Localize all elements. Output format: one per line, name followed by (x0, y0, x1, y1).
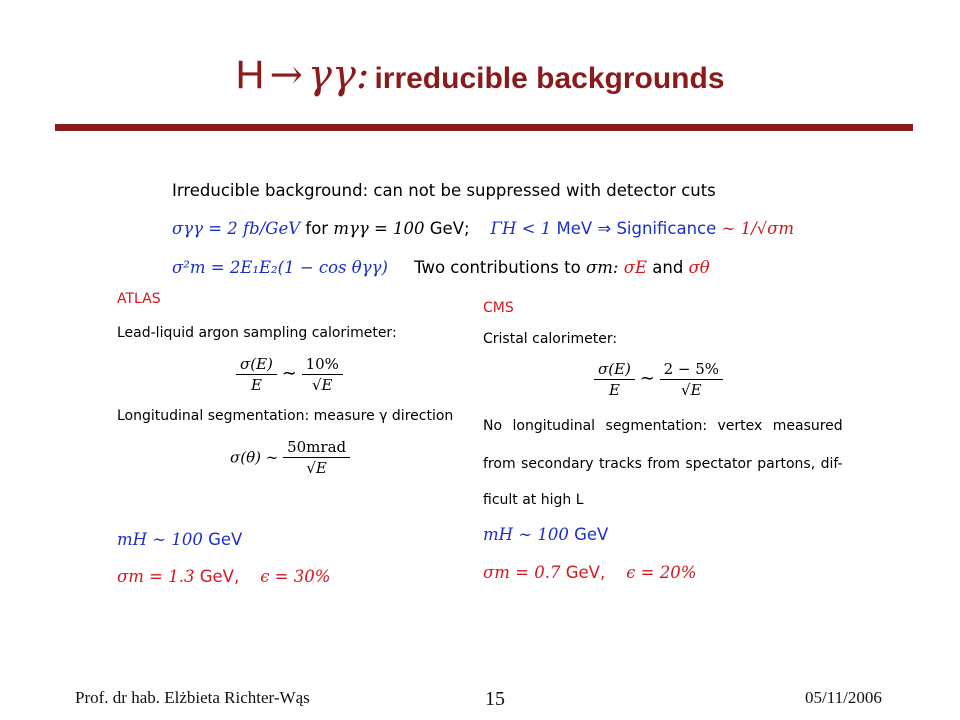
for-text: for (305, 219, 329, 238)
cms-sigma-m: σm = 0.7 (483, 563, 561, 582)
title-subtitle: irreducible backgrounds (374, 62, 725, 95)
cms-paragraph-2: from secondary tracks from spectator partons, dif- (483, 456, 843, 472)
atlas-sigma-m-unit: GeV, (199, 567, 240, 586)
atlas-sigma-e-fraction: $\frac{\sigma(E)}{E}$ (236, 355, 277, 394)
cms-heading: CMS (483, 300, 514, 316)
significance-formula: ∼ 1/√σm (721, 219, 795, 238)
sim-sign: ∼ (639, 368, 655, 389)
sigma-theta: σθ (688, 258, 710, 277)
title-divider (55, 124, 913, 131)
sigma-e: σE (623, 258, 647, 277)
two-contributions: Two contributions to (414, 258, 581, 277)
sim-sign: ∼ (281, 363, 297, 384)
atlas-angular-resolution (230, 438, 350, 477)
intro-line-1: Irreducible background: can not be suppressed with detector cuts (172, 181, 716, 200)
title-gamma-gamma: γγ: (308, 52, 370, 98)
intro-line-2 (172, 219, 794, 238)
cms-efficiency: ϵ = 20% (626, 563, 697, 582)
cms-paragraph-1: No longitudinal segmentation: vertex measured (483, 418, 843, 434)
atlas-longitudinal: Longitudinal segmentation: measure γ direction (117, 408, 454, 424)
atlas-heading: ATLAS (117, 291, 161, 307)
cms-paragraph-3: ficult at high L (483, 492, 584, 508)
footer-page-number: 15 (485, 688, 505, 710)
cms-mh-unit: GeV (574, 525, 609, 544)
gamma-h: ΓH < 1 (490, 219, 552, 238)
and-text: and (652, 258, 684, 277)
slide-title (0, 52, 960, 98)
title-h: H (235, 53, 265, 97)
cms-higgs-mass (483, 525, 608, 544)
cms-sigma-m-unit: GeV, (565, 563, 606, 582)
cms-sigma-e-fraction: $\frac{\sigma(E)}{E}$ (594, 360, 635, 399)
gev-text: GeV; (429, 219, 470, 238)
cms-resolution-fraction: $\frac{2 - 5\%}{√E}$ (660, 360, 723, 399)
cms-description: Cristal calorimeter: (483, 331, 618, 347)
intro-line-3 (172, 258, 710, 277)
cms-mass-resolution (483, 563, 696, 582)
m-gg: mγγ = 100 (333, 219, 425, 238)
atlas-resolution-fraction: $\frac{10\%}{√E}$ (302, 355, 343, 394)
footer-author: Prof. dr hab. Elżbieta Richter-Wąs (75, 688, 310, 707)
title-arrow: → (269, 52, 303, 98)
cms-energy-resolution (594, 360, 723, 399)
atlas-theta-fraction: $\frac{\text{50mrad}}{√E}$ (283, 438, 350, 477)
atlas-mh-unit: GeV (208, 530, 243, 549)
footer-date: 05/11/2006 (805, 688, 882, 707)
atlas-higgs-mass (117, 530, 242, 549)
atlas-energy-resolution (236, 355, 343, 394)
atlas-efficiency: ϵ = 30% (260, 567, 331, 586)
atlas-mass-resolution (117, 567, 330, 586)
mev-significance: MeV ⇒ Significance (556, 219, 717, 238)
atlas-mh: mH ∼ 100 (117, 530, 203, 549)
atlas-description: Lead-liquid argon sampling calorimeter: (117, 325, 397, 341)
sigma-m-formula: σ²m = 2E₁E₂(1 − cos θγγ) (172, 258, 388, 277)
sigma-gg: σγγ = 2 fb/GeV (172, 219, 301, 238)
cms-mh: mH ∼ 100 (483, 525, 569, 544)
sigma-m: σm: (585, 258, 619, 277)
sigma-theta-lhs: σ(θ) ∼ (230, 448, 279, 467)
atlas-sigma-m: σm = 1.3 (117, 567, 195, 586)
